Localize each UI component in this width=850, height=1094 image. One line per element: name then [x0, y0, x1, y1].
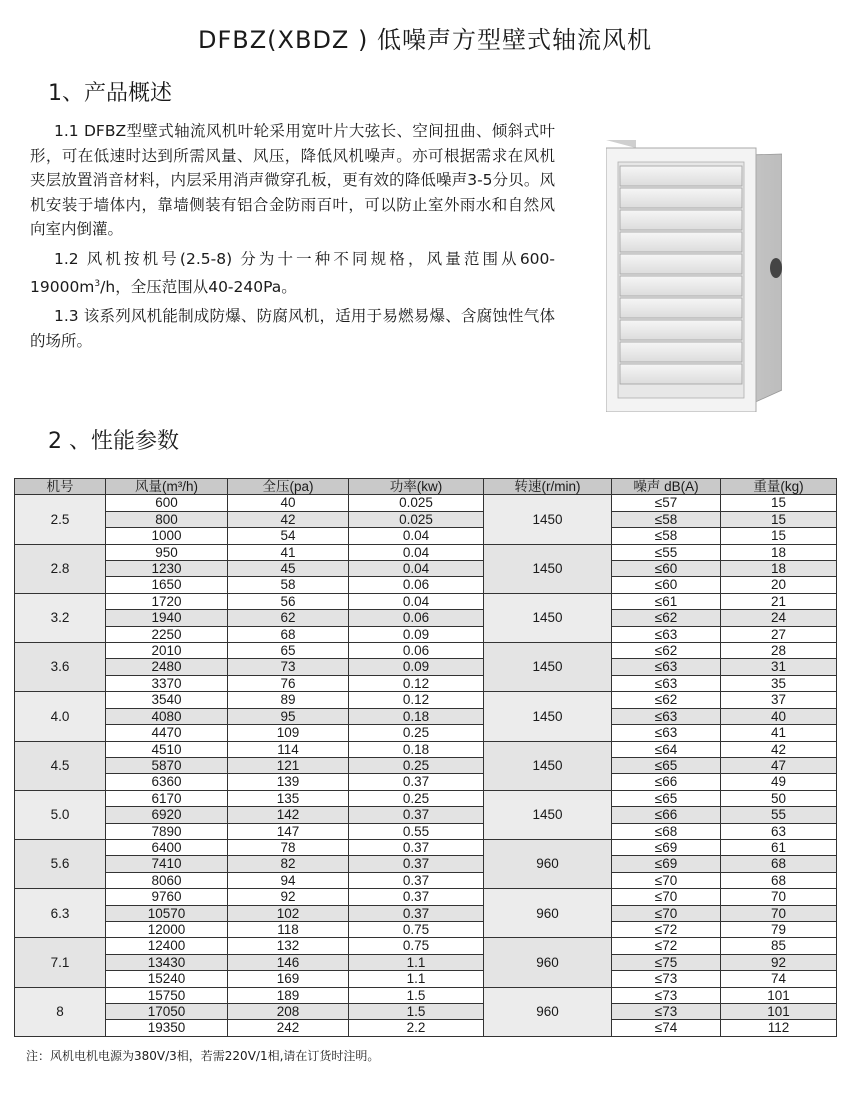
table-row [15, 544, 837, 560]
model-group [15, 790, 837, 839]
cell-airflow: 950 [106, 544, 228, 560]
cell-weight: 50 [721, 790, 837, 806]
cell-noise: ≤63 [612, 725, 721, 741]
cell-power: 0.04 [349, 528, 484, 544]
cell-speed: 1450 [484, 790, 612, 839]
cell-power: 1.5 [349, 1004, 484, 1020]
cell-pressure: 82 [228, 856, 349, 872]
cell-power: 0.04 [349, 544, 484, 560]
section-heading-overview: 1、产品概述 [48, 81, 172, 106]
cell-speed: 1450 [484, 593, 612, 642]
table-row [15, 725, 837, 741]
cell-airflow: 800 [106, 511, 228, 527]
table-row [15, 757, 837, 773]
table-row [15, 774, 837, 790]
model-group [15, 495, 837, 544]
cell-pressure: 142 [228, 807, 349, 823]
cell-pressure: 58 [228, 577, 349, 593]
table-row [15, 511, 837, 527]
cell-noise: ≤57 [612, 495, 721, 511]
table-row [15, 577, 837, 593]
cell-power: 0.37 [349, 872, 484, 888]
table-row [15, 495, 837, 511]
cell-airflow: 2480 [106, 659, 228, 675]
cell-noise: ≤63 [612, 626, 721, 642]
cell-weight: 112 [721, 1020, 837, 1036]
table-row [15, 643, 837, 659]
cell-airflow: 1940 [106, 610, 228, 626]
cell-pressure: 147 [228, 823, 349, 839]
cell-power: 0.37 [349, 839, 484, 855]
cell-pressure: 56 [228, 593, 349, 609]
table-row [15, 971, 837, 987]
cell-airflow: 3540 [106, 692, 228, 708]
cell-model: 5.0 [15, 790, 106, 839]
cell-power: 0.37 [349, 889, 484, 905]
overview-paragraph-2 [30, 247, 555, 299]
model-group [15, 741, 837, 790]
performance-table [14, 478, 837, 1037]
cell-power: 0.75 [349, 938, 484, 954]
cell-speed: 960 [484, 938, 612, 987]
cell-power: 0.18 [349, 708, 484, 724]
cell-noise: ≤74 [612, 1020, 721, 1036]
table-row [15, 659, 837, 675]
table-row [15, 938, 837, 954]
cell-airflow: 1000 [106, 528, 228, 544]
cell-noise: ≤55 [612, 544, 721, 560]
cell-noise: ≤72 [612, 921, 721, 937]
cell-airflow: 12000 [106, 921, 228, 937]
cell-pressure: 42 [228, 511, 349, 527]
cell-weight: 63 [721, 823, 837, 839]
cell-weight: 68 [721, 872, 837, 888]
overview-paragraph-3: 1.3 该系列风机能制成防爆、防腐风机，适用于易燃易爆、含腐蚀性气体的场所。 [30, 307, 555, 350]
cell-power: 0.37 [349, 905, 484, 921]
cell-weight: 49 [721, 774, 837, 790]
cell-noise: ≤63 [612, 708, 721, 724]
model-group [15, 593, 837, 642]
overview-text [30, 119, 555, 359]
cell-noise: ≤73 [612, 971, 721, 987]
cell-weight: 74 [721, 971, 837, 987]
cell-airflow: 2250 [106, 626, 228, 642]
cell-pressure: 94 [228, 872, 349, 888]
cell-airflow: 4080 [106, 708, 228, 724]
cell-airflow: 4470 [106, 725, 228, 741]
model-group [15, 839, 837, 888]
cell-weight: 55 [721, 807, 837, 823]
cell-power: 0.37 [349, 774, 484, 790]
cell-airflow: 4510 [106, 741, 228, 757]
table-row [15, 823, 837, 839]
table-row [15, 839, 837, 855]
cell-noise: ≤73 [612, 987, 721, 1003]
cell-power: 1.5 [349, 987, 484, 1003]
cell-power: 0.37 [349, 856, 484, 872]
cell-noise: ≤70 [612, 872, 721, 888]
cell-weight: 37 [721, 692, 837, 708]
cell-airflow: 600 [106, 495, 228, 511]
table-row [15, 593, 837, 609]
cell-airflow: 15240 [106, 971, 228, 987]
wall-fan-product-photo [606, 140, 782, 412]
cell-power: 1.1 [349, 971, 484, 987]
table-row [15, 692, 837, 708]
cell-noise: ≤65 [612, 757, 721, 773]
cell-airflow: 8060 [106, 872, 228, 888]
cell-power: 0.025 [349, 495, 484, 511]
cell-speed: 1450 [484, 643, 612, 692]
cell-pressure: 242 [228, 1020, 349, 1036]
cell-power: 0.25 [349, 790, 484, 806]
cell-airflow: 19350 [106, 1020, 228, 1036]
header-weight: 重量(kg) [721, 479, 837, 495]
p2-superscript: 3 [94, 278, 101, 289]
cell-model: 7.1 [15, 938, 106, 987]
table-row [15, 807, 837, 823]
cell-power: 0.25 [349, 757, 484, 773]
cell-weight: 79 [721, 921, 837, 937]
model-group [15, 692, 837, 741]
cell-power: 0.04 [349, 561, 484, 577]
cell-noise: ≤66 [612, 807, 721, 823]
cell-noise: ≤62 [612, 692, 721, 708]
cell-airflow: 9760 [106, 889, 228, 905]
table-row [15, 626, 837, 642]
cell-noise: ≤61 [612, 593, 721, 609]
cell-weight: 15 [721, 511, 837, 527]
cell-airflow: 1230 [106, 561, 228, 577]
cell-speed: 1450 [484, 544, 612, 593]
cell-power: 0.25 [349, 725, 484, 741]
cell-noise: ≤65 [612, 790, 721, 806]
header-speed: 转速(r/min) [484, 479, 612, 495]
cell-noise: ≤58 [612, 528, 721, 544]
table-row [15, 872, 837, 888]
cell-noise: ≤68 [612, 823, 721, 839]
cell-weight: 41 [721, 725, 837, 741]
cell-pressure: 41 [228, 544, 349, 560]
cell-power: 0.12 [349, 675, 484, 691]
page-title: DFBZ(XBDZ ) 低噪声方型壁式轴流风机 [197, 26, 652, 54]
table-row [15, 610, 837, 626]
cell-airflow: 6170 [106, 790, 228, 806]
cell-speed: 1450 [484, 692, 612, 741]
cell-pressure: 102 [228, 905, 349, 921]
cell-airflow: 6920 [106, 807, 228, 823]
cell-airflow: 12400 [106, 938, 228, 954]
cell-pressure: 62 [228, 610, 349, 626]
header-noise: 噪声 dB(A) [612, 479, 721, 495]
cell-weight: 70 [721, 889, 837, 905]
cell-noise: ≤72 [612, 938, 721, 954]
header-power: 功率(kw) [349, 479, 484, 495]
table-row [15, 856, 837, 872]
cell-noise: ≤70 [612, 905, 721, 921]
table-row [15, 741, 837, 757]
cell-speed: 1450 [484, 741, 612, 790]
cell-pressure: 146 [228, 954, 349, 970]
cell-weight: 24 [721, 610, 837, 626]
cell-weight: 47 [721, 757, 837, 773]
cell-noise: ≤62 [612, 643, 721, 659]
cell-noise: ≤69 [612, 839, 721, 855]
cell-pressure: 208 [228, 1004, 349, 1020]
cell-weight: 61 [721, 839, 837, 855]
cell-weight: 40 [721, 708, 837, 724]
cell-pressure: 65 [228, 643, 349, 659]
cell-noise: ≤75 [612, 954, 721, 970]
table-row [15, 708, 837, 724]
cell-power: 0.025 [349, 511, 484, 527]
header-model: 机号 [15, 479, 106, 495]
cell-noise: ≤60 [612, 561, 721, 577]
model-group [15, 544, 837, 593]
cell-weight: 31 [721, 659, 837, 675]
cell-power: 0.06 [349, 577, 484, 593]
cell-airflow: 7410 [106, 856, 228, 872]
cell-model: 5.6 [15, 839, 106, 888]
cell-model: 3.2 [15, 593, 106, 642]
cell-power: 2.2 [349, 1020, 484, 1036]
cell-power: 1.1 [349, 954, 484, 970]
cell-weight: 42 [721, 741, 837, 757]
model-group [15, 987, 837, 1036]
cell-pressure: 78 [228, 839, 349, 855]
cell-power: 0.55 [349, 823, 484, 839]
cell-weight: 101 [721, 987, 837, 1003]
cell-pressure: 118 [228, 921, 349, 937]
cell-weight: 15 [721, 495, 837, 511]
overview-paragraph-1: 1.1 DFBZ型壁式轴流风机叶轮采用宽叶片大弦长、空间扭曲、倾斜式叶形，可在低速时达到所需风量、风压，降低风机噪声。亦可根据需求在风机夹层放置消音材料，内层采用消声微穿孔板，更有效的降低噪声3-5分贝。风机安装于墙体内，靠墙侧装有铝合金防雨百叶，可以防止室外雨水和自然风向室内倒灌。 [30, 122, 555, 239]
cell-power: 0.04 [349, 593, 484, 609]
cell-pressure: 169 [228, 971, 349, 987]
header-airflow: 风量(m³/h) [106, 479, 228, 495]
cell-weight: 70 [721, 905, 837, 921]
cell-model: 2.5 [15, 495, 106, 544]
cell-power: 0.37 [349, 807, 484, 823]
cell-weight: 35 [721, 675, 837, 691]
cell-pressure: 95 [228, 708, 349, 724]
section-heading-performance: 2 、性能参数 [48, 429, 179, 454]
cell-airflow: 17050 [106, 1004, 228, 1020]
p2-part-b: /h，全压范围从40-240Pa。 [100, 277, 297, 296]
cell-airflow: 2010 [106, 643, 228, 659]
cell-power: 0.75 [349, 921, 484, 937]
table-header-row [15, 479, 837, 495]
cell-noise: ≤66 [612, 774, 721, 790]
cell-pressure: 45 [228, 561, 349, 577]
cell-airflow: 6400 [106, 839, 228, 855]
p2-part-a: 1.2 风机按机号(2.5-8) 分为十一种不同规格，风量范围从600-19000m [30, 249, 555, 296]
cell-airflow: 7890 [106, 823, 228, 839]
table-row [15, 987, 837, 1003]
cell-weight: 20 [721, 577, 837, 593]
cell-weight: 68 [721, 856, 837, 872]
cell-weight: 28 [721, 643, 837, 659]
table-row [15, 675, 837, 691]
table-row [15, 1020, 837, 1036]
cell-noise: ≤64 [612, 741, 721, 757]
cell-noise: ≤60 [612, 577, 721, 593]
cell-weight: 101 [721, 1004, 837, 1020]
cell-airflow: 13430 [106, 954, 228, 970]
cell-power: 0.12 [349, 692, 484, 708]
cell-pressure: 54 [228, 528, 349, 544]
cell-speed: 1450 [484, 495, 612, 544]
cell-pressure: 109 [228, 725, 349, 741]
cell-noise: ≤70 [612, 889, 721, 905]
table-row [15, 921, 837, 937]
cell-noise: ≤63 [612, 675, 721, 691]
cell-weight: 85 [721, 938, 837, 954]
cell-speed: 960 [484, 987, 612, 1036]
model-group [15, 643, 837, 692]
cell-power: 0.09 [349, 659, 484, 675]
cell-noise: ≤63 [612, 659, 721, 675]
cell-pressure: 132 [228, 938, 349, 954]
cell-airflow: 1650 [106, 577, 228, 593]
cell-weight: 21 [721, 593, 837, 609]
table-row [15, 954, 837, 970]
cell-model: 4.5 [15, 741, 106, 790]
cell-power: 0.06 [349, 610, 484, 626]
cell-model: 6.3 [15, 889, 106, 938]
cell-speed: 960 [484, 889, 612, 938]
cell-power: 0.09 [349, 626, 484, 642]
cell-airflow: 3370 [106, 675, 228, 691]
model-group [15, 938, 837, 987]
cell-airflow: 15750 [106, 987, 228, 1003]
model-group [15, 889, 837, 938]
table-row [15, 1004, 837, 1020]
cell-model: 2.8 [15, 544, 106, 593]
cell-noise: ≤73 [612, 1004, 721, 1020]
cell-model: 3.6 [15, 643, 106, 692]
cell-pressure: 40 [228, 495, 349, 511]
cell-pressure: 135 [228, 790, 349, 806]
cell-weight: 15 [721, 528, 837, 544]
cell-pressure: 114 [228, 741, 349, 757]
table-row [15, 889, 837, 905]
cell-model: 4.0 [15, 692, 106, 741]
cell-model: 8 [15, 987, 106, 1036]
cell-pressure: 189 [228, 987, 349, 1003]
cell-airflow: 1720 [106, 593, 228, 609]
cell-pressure: 76 [228, 675, 349, 691]
cell-weight: 18 [721, 544, 837, 560]
cell-noise: ≤69 [612, 856, 721, 872]
cell-noise: ≤62 [612, 610, 721, 626]
cell-airflow: 5870 [106, 757, 228, 773]
performance-table-container [14, 478, 837, 1037]
cell-weight: 18 [721, 561, 837, 577]
cell-noise: ≤58 [612, 511, 721, 527]
cell-power: 0.06 [349, 643, 484, 659]
footnote: 注：风机电机电源为380V/3相，若需220V/1相,请在订货时注明。 [26, 1049, 380, 1063]
table-row [15, 528, 837, 544]
cell-power: 0.18 [349, 741, 484, 757]
cell-airflow: 6360 [106, 774, 228, 790]
cell-pressure: 68 [228, 626, 349, 642]
cell-pressure: 73 [228, 659, 349, 675]
cell-pressure: 92 [228, 889, 349, 905]
table-row [15, 790, 837, 806]
cell-pressure: 139 [228, 774, 349, 790]
cell-pressure: 89 [228, 692, 349, 708]
header-pressure: 全压(pa) [228, 479, 349, 495]
table-row [15, 561, 837, 577]
cell-speed: 960 [484, 839, 612, 888]
cell-weight: 27 [721, 626, 837, 642]
cell-airflow: 10570 [106, 905, 228, 921]
cell-pressure: 121 [228, 757, 349, 773]
table-row [15, 905, 837, 921]
cell-weight: 92 [721, 954, 837, 970]
